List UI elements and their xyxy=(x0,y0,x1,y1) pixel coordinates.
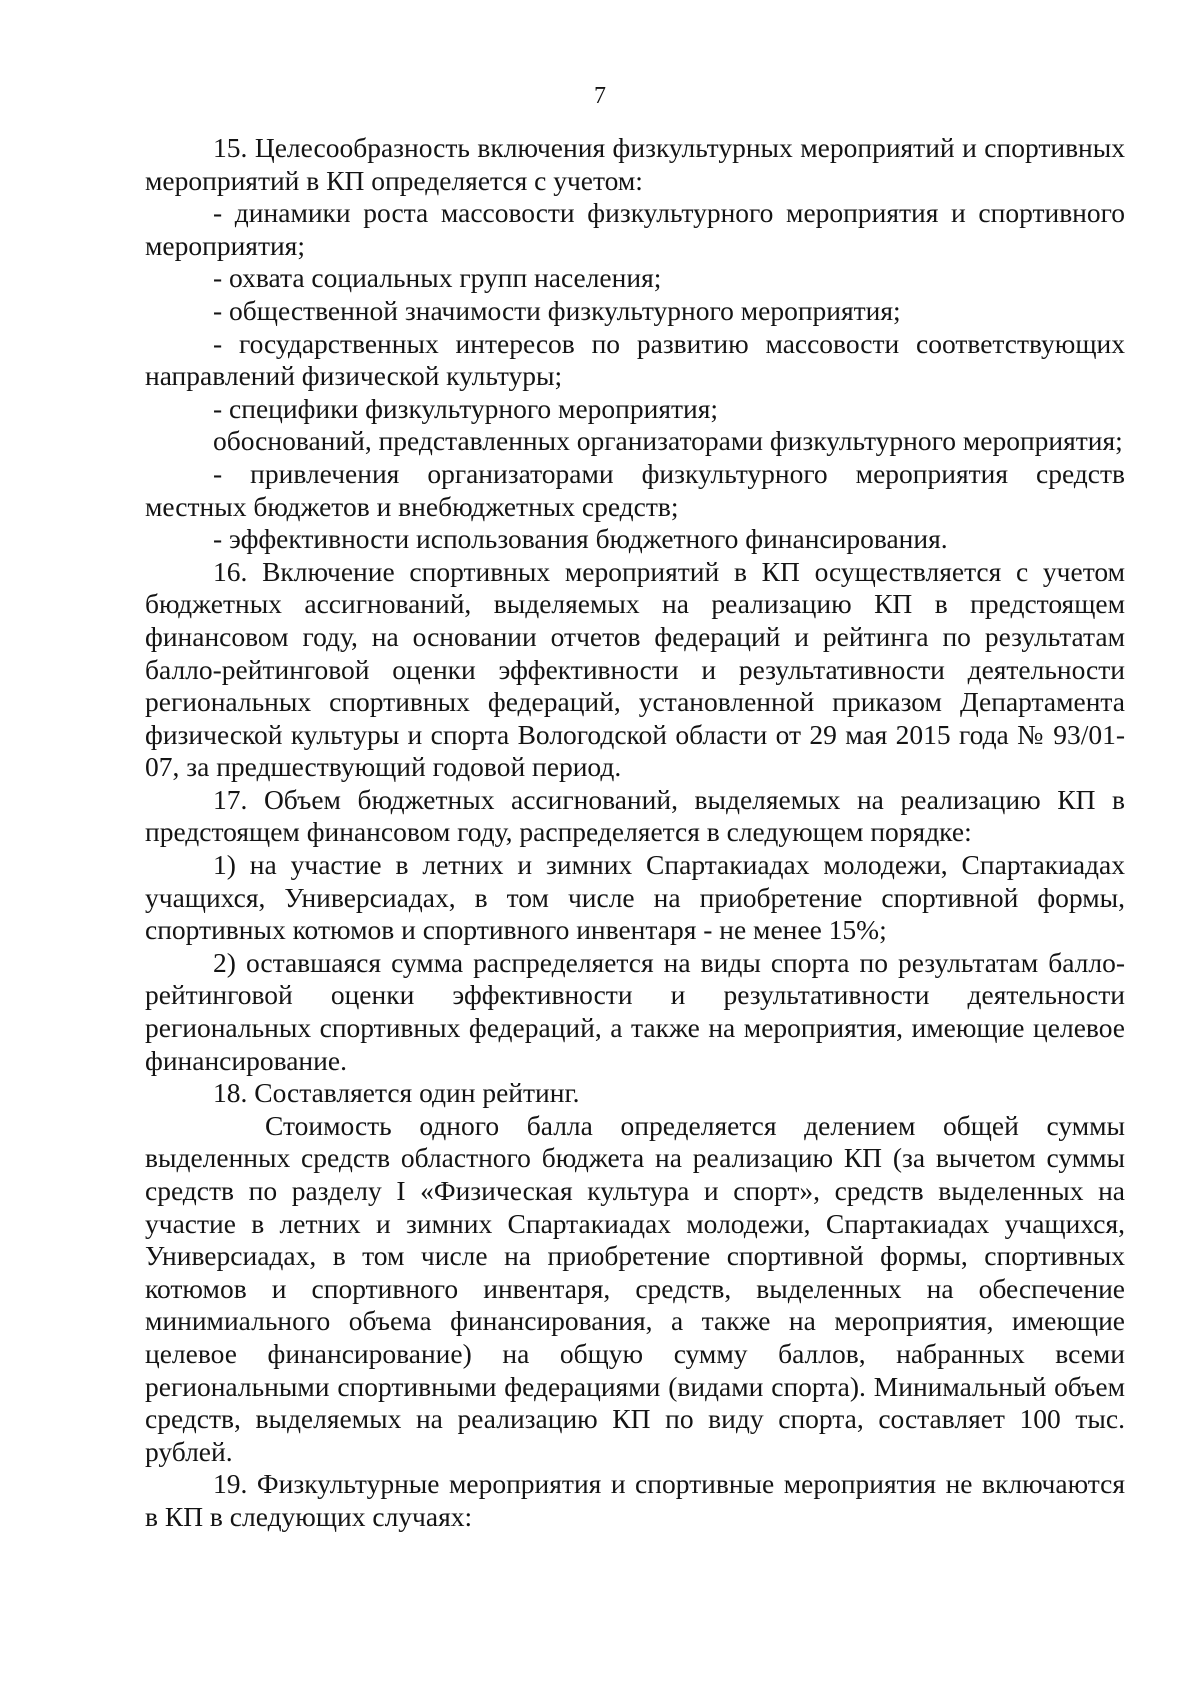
paragraph-17-item-2: 2) оставшаяся сумма распределяется на виды спорта по результатам балло-рейтинговой оценки эффективности и результативности деятельности региональных спортивных федераций, а также на мероприятия, имеющие целевое финансирование. xyxy=(145,946,1125,1076)
paragraph-16: 16. Включение спортивных мероприятий в КП осуществляется с учетом бюджетных ассигнований, выделяемых на реализацию КП в предстоящем финансовом году, на основании отчетов федераций и рейтинга по результатам балло-рейтинговой оценки эффективности и результативности деятельности региональных спортивных федераций, установленной приказом Департамента физической культуры и спорта Вологодской области от 29 мая 2015 года № 93/01-07, за предшествующий годовой период. xyxy=(145,555,1125,783)
paragraph-17-item-1: 1) на участие в летних и зимних Спартакиадах молодежи, Спартакиадах учащихся, Универсиадах, в том числе на приобретение спортивной формы, спортивных котюмов и спортивного инвентаря - не менее 15%; xyxy=(145,849,1125,946)
paragraph-17: 17. Объем бюджетных ассигнований, выделяемых на реализацию КП в предстоящем финансовом году, распределяется в следующем порядке: xyxy=(145,783,1125,848)
list-item-justifications: обоснований, представленных организаторами физкультурного мероприятия; xyxy=(213,425,1123,457)
list-item-social-groups: - охвата социальных групп населения; xyxy=(213,262,662,294)
list-item-dynamics: - динамики роста массовости физкультурного мероприятия и спортивного мероприятия; xyxy=(145,197,1125,261)
paragraph-18-point-cost: Стоимость одного балла определяется делением общей суммы выделенных средств областного бюджета на реализацию КП (за вычетом суммы средств по разделу I «Физическая культура и спорт», средств выделенных на участие в летних и зимних Спартакиадах молодежи, Спартакиадах учащихся, Универсиадах, в том числе на приобретение спортивной формы, спортивных котюмов и спортивного инвентаря, средств, выделенных на обеспечение минимиального объема финансирования, а также на мероприятия, имеющие целевое финансирование) на общую сумму баллов, набранных всеми региональными спортивными федерациями (видами спорта). Минимальный объем средств, выделяемых на реализацию КП по виду спорта, составляет 100 тыс. рублей. xyxy=(145,1109,1125,1467)
paragraph-19: 19. Физкультурные мероприятия и спортивные мероприятия не включаются в КП в следующих случаях: xyxy=(145,1468,1125,1532)
paragraph-15: 15. Целесообразность включения физкультурных мероприятий и спортивных мероприятий в КП определяется с учетом: xyxy=(145,132,1125,196)
document-body xyxy=(145,132,1125,1534)
list-item-specifics: - специфики физкультурного мероприятия; xyxy=(213,392,719,424)
paragraph-18: 18. Составляется один рейтинг. xyxy=(213,1077,580,1109)
list-item-attraction-of-funds: - привлечения организаторами физкультурного мероприятия средств местных бюджетов и внебюджетных средств; xyxy=(145,457,1125,522)
page-number: 7 xyxy=(594,83,606,109)
list-item-state-interests: - государственных интересов по развитию массовости соответствующих направлений физической культуры; xyxy=(145,327,1125,392)
list-item-public-significance: - общественной значимости физкультурного мероприятия; xyxy=(213,294,901,326)
list-item-efficiency: - эффективности использования бюджетного финансирования. xyxy=(213,523,948,555)
